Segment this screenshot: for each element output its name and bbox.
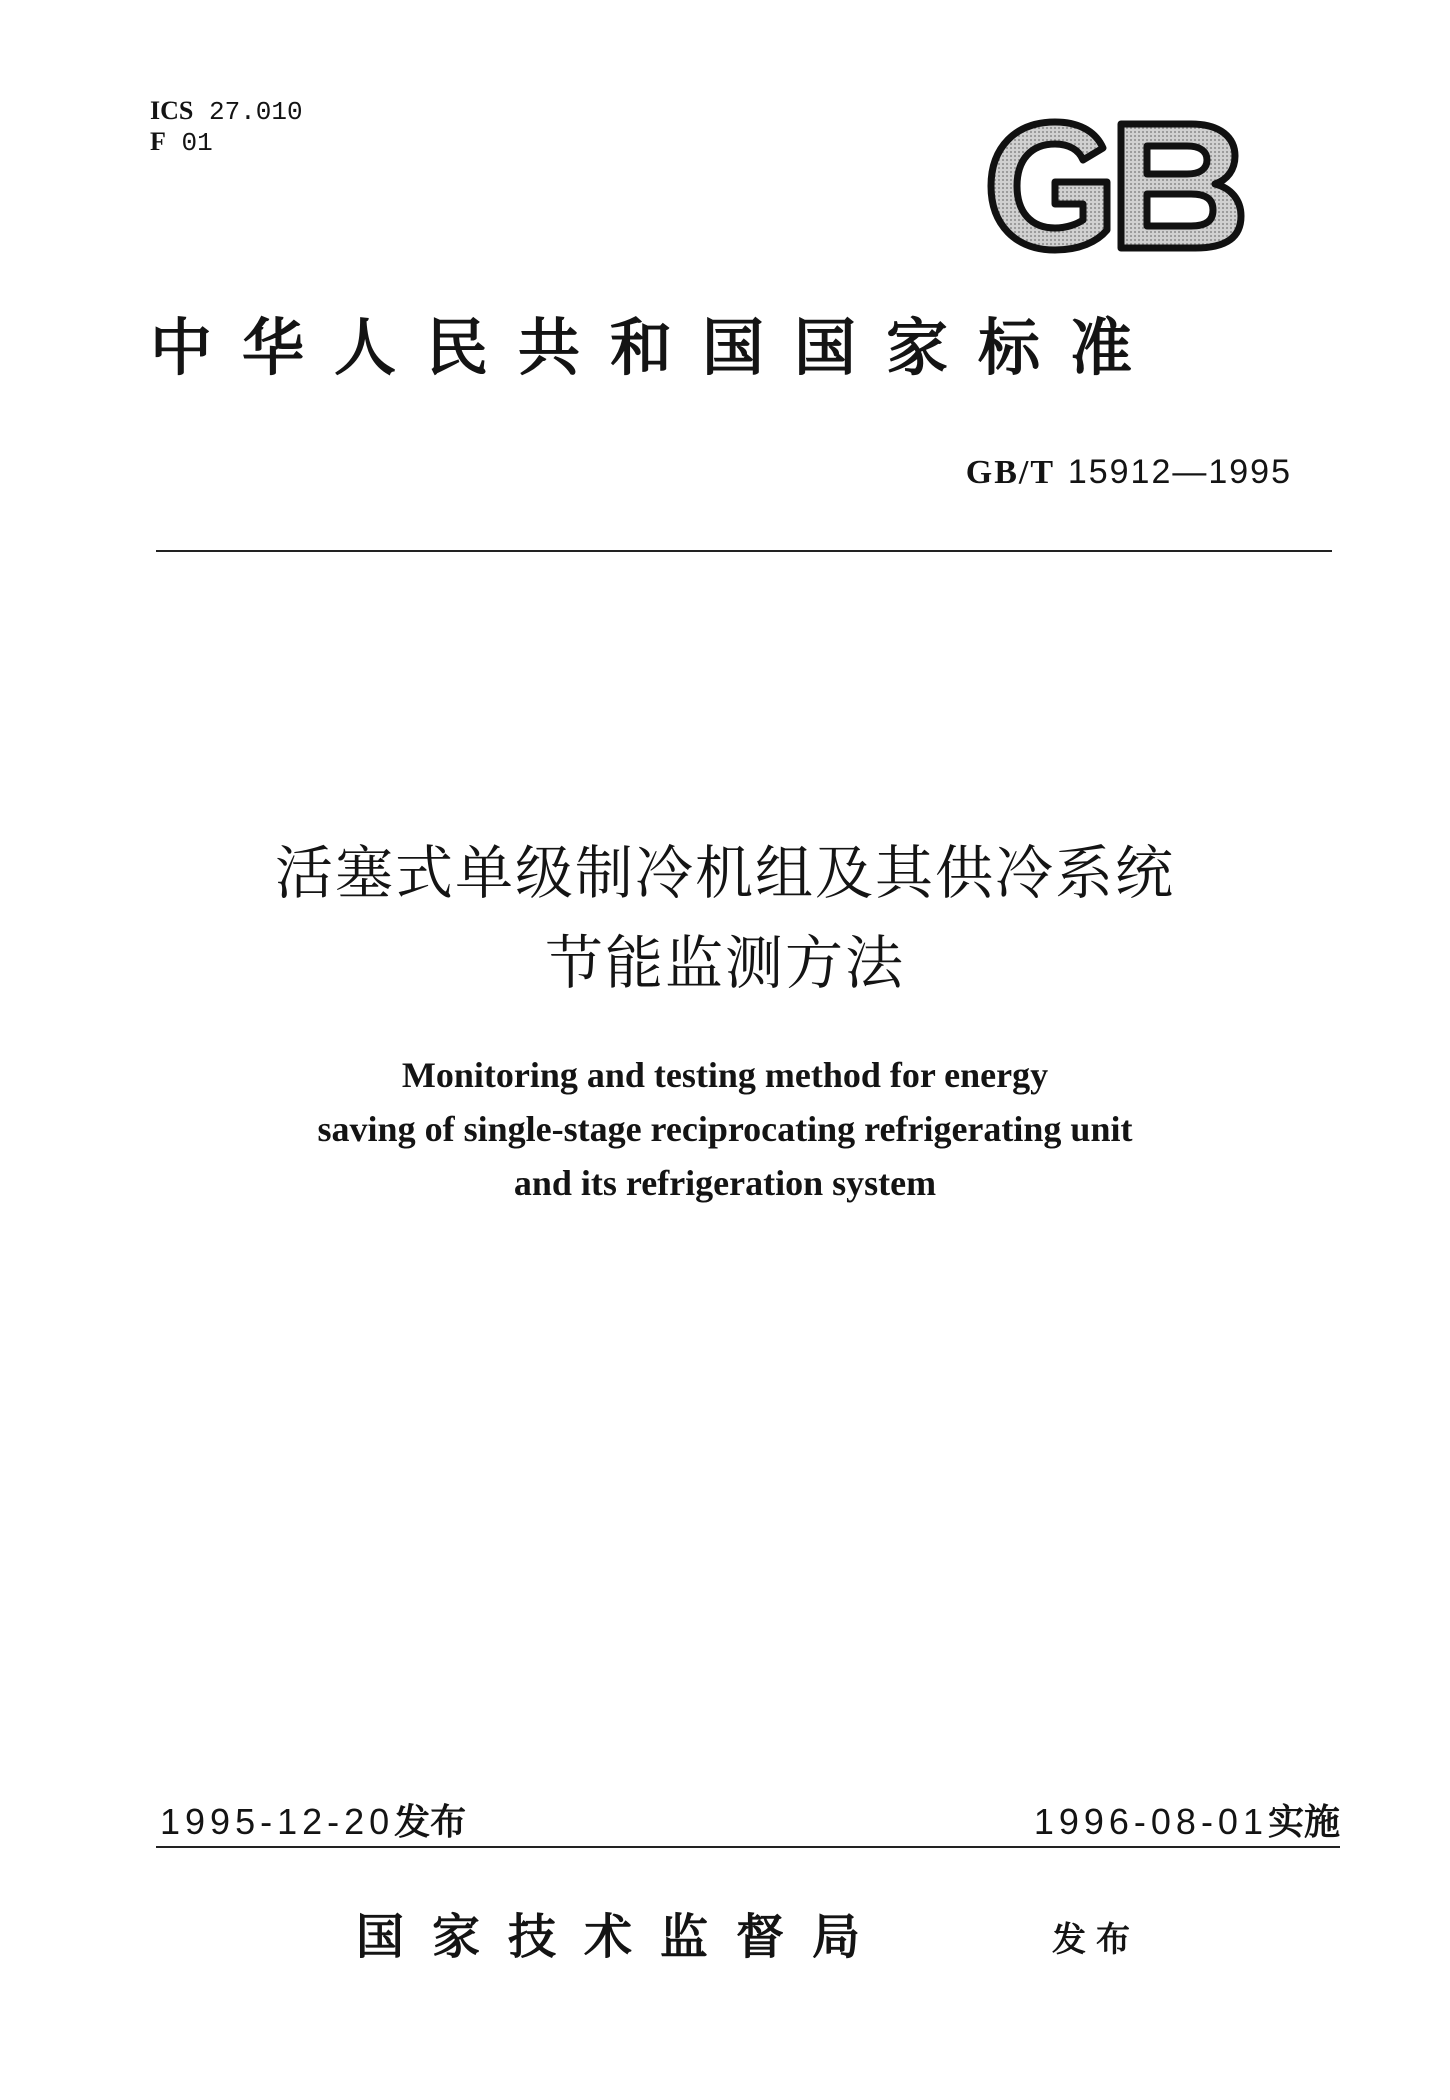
chinese-title-line2: 节能监测方法 [544,929,905,997]
gb-logo-svg [985,118,1247,254]
chinese-title-line1: 活塞式单级制冷机组及其供冷系统 [274,839,1175,907]
classification-block [150,96,303,158]
ccs-label: F [150,127,166,156]
chinese-title [0,828,1450,1008]
standard-prefix: GB/T [965,454,1055,491]
implementation-date-value: 1996-08-01 [1033,1801,1268,1842]
ccs-line [150,127,303,158]
national-standard-title: 中华人民共和国国家标准 [150,311,1163,384]
ics-label: ICS [150,96,194,125]
english-title-line3: and its refrigeration system [513,1163,937,1203]
issue-date [160,1794,466,1845]
ccs-code: 01 [181,128,213,158]
ics-line [150,96,303,127]
issue-date-value: 1995-12-20 [160,1801,395,1842]
issue-date-label: 发布 [394,1802,467,1843]
english-title-line1: Monitoring and testing method for energy [401,1055,1049,1095]
gb-logo-icon [985,118,1247,254]
implementation-date-label: 实施 [1267,1802,1340,1843]
standard-code: 15912—1995 [1067,453,1292,491]
implementation-date [1034,1794,1340,1845]
footer-divider [156,1846,1340,1848]
issuing-authority: 国家技术监督局 [356,1909,889,1965]
header-divider [156,550,1332,552]
standard-number [966,452,1292,492]
english-title-line2: saving of single-stage reciprocating refrigerating unit [317,1109,1133,1149]
english-title [0,1048,1450,1210]
issuing-action: 发布 [1052,1920,1140,1960]
ics-code: 27.010 [208,97,303,127]
